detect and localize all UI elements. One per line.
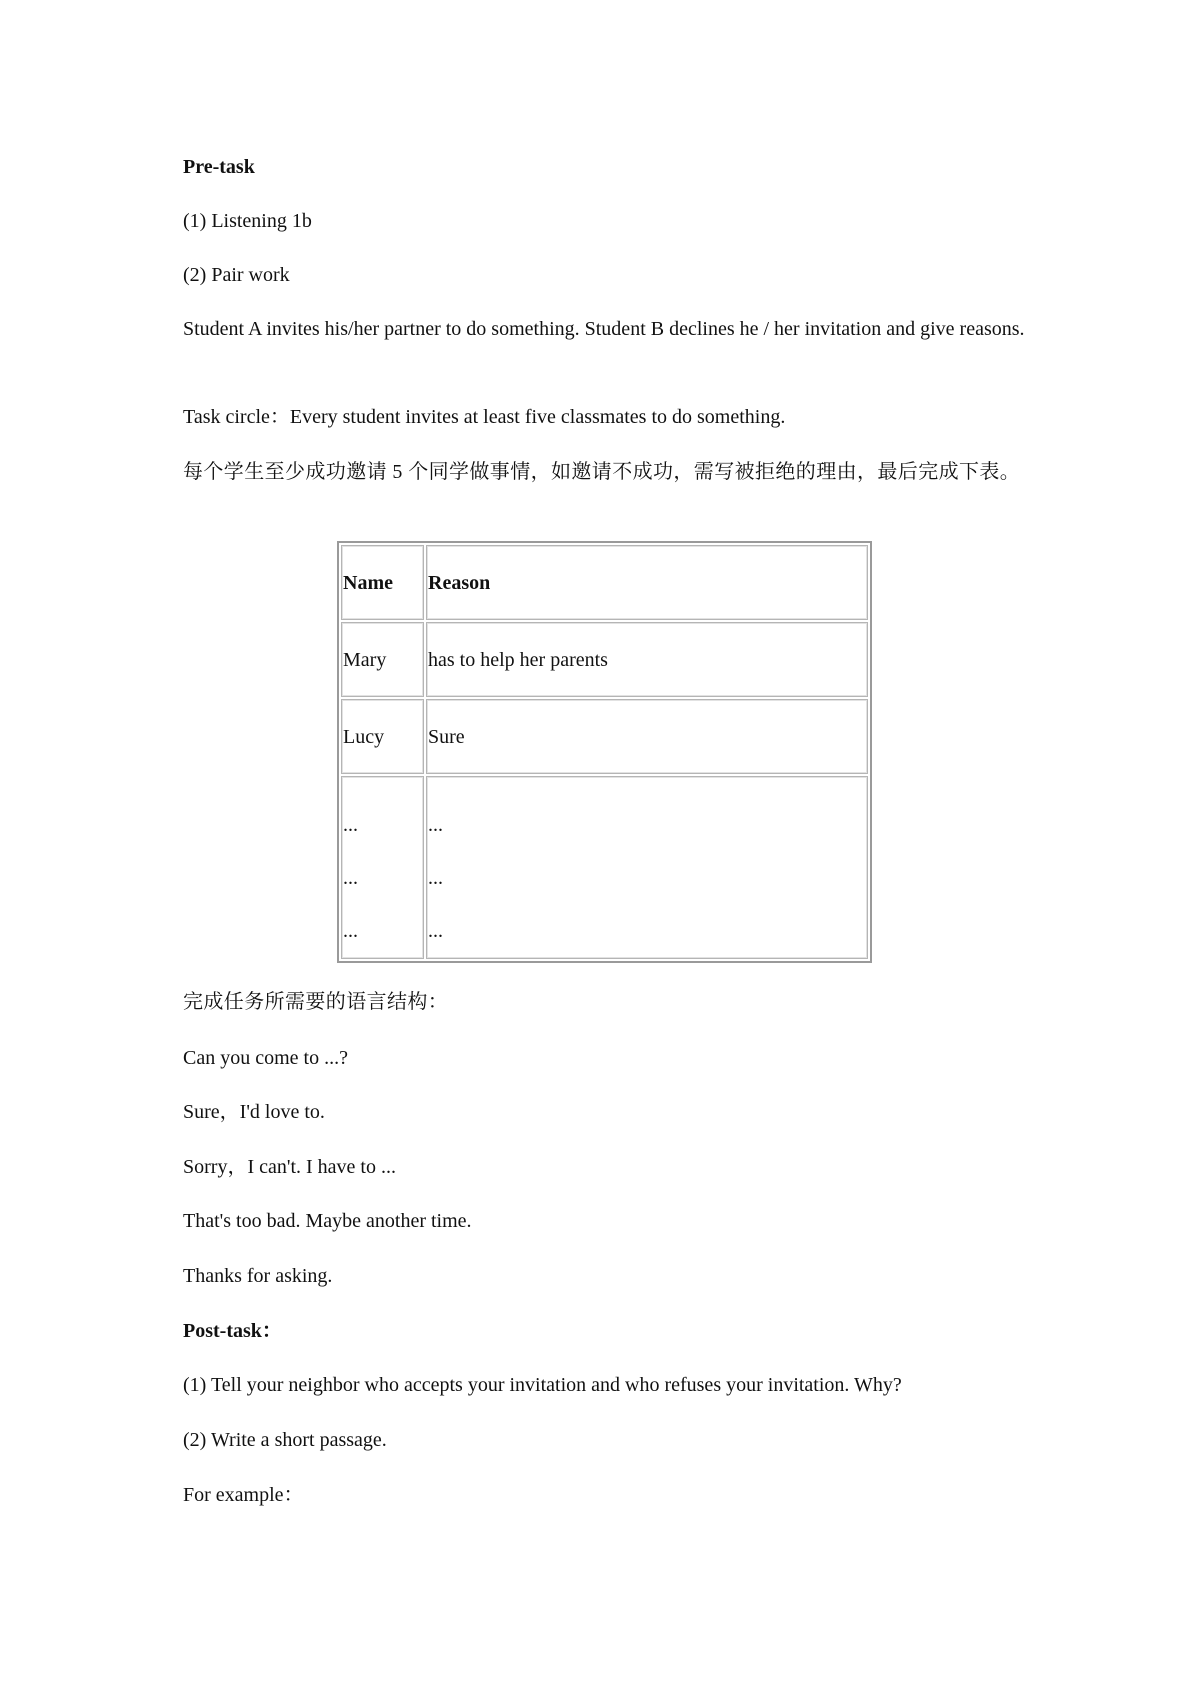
language-line: Thanks for asking.: [183, 1265, 333, 1287]
name-column-header: Name: [341, 545, 424, 620]
post-task-item-1: (1) Tell your neighbor who accepts your invitation and who refuses your invitation. Why?: [183, 1374, 902, 1396]
reason-cell: Sure: [426, 699, 868, 774]
table-row: [341, 622, 868, 697]
ellipsis-text: ...: [428, 867, 443, 889]
pairwork-instruction: Student A invites his/her partner to do something. Student B declines he / her invitation and give reasons.: [183, 318, 1025, 340]
post-task-item-2: (2) Write a short passage.: [183, 1429, 387, 1451]
language-structure-intro: 完成任务所需要的语言结构：: [183, 991, 449, 1013]
reason-cell-ellipsis: [426, 776, 868, 959]
language-line: Can you come to ...?: [183, 1047, 348, 1069]
name-cell: Mary: [341, 622, 424, 697]
reason-cell: has to help her parents: [426, 622, 868, 697]
language-line: That's too bad. Maybe another time.: [183, 1210, 472, 1232]
ellipsis-text: ...: [343, 867, 358, 889]
table-row-ellipsis: [341, 776, 868, 959]
ellipsis-text: ...: [428, 920, 443, 942]
chinese-instruction: 每个学生至少成功邀请 5 个同学做事情，如邀请不成功，需写被拒绝的理由，最后完成下表。: [183, 461, 1021, 483]
name-cell-ellipsis: [341, 776, 424, 959]
language-line: Sure，I'd love to.: [183, 1101, 325, 1123]
table-header-row: [341, 545, 868, 620]
post-task-heading: Post-task：: [183, 1320, 282, 1342]
reason-column-header: Reason: [426, 545, 868, 620]
language-line: Sorry，I can't. I have to ...: [183, 1156, 396, 1178]
invitation-table: [337, 541, 872, 963]
name-cell: Lucy: [341, 699, 424, 774]
ellipsis-text: ...: [428, 814, 443, 836]
table-row: [341, 699, 868, 774]
listening-item: (1) Listening 1b: [183, 210, 312, 232]
pairwork-item: (2) Pair work: [183, 264, 290, 286]
ellipsis-text: ...: [343, 814, 358, 836]
ellipsis-text: ...: [343, 920, 358, 942]
task-circle-text: Task circle：Every student invites at least five classmates to do something.: [183, 406, 786, 428]
example-label: For example：: [183, 1484, 304, 1506]
pre-task-heading: Pre-task: [183, 156, 255, 178]
